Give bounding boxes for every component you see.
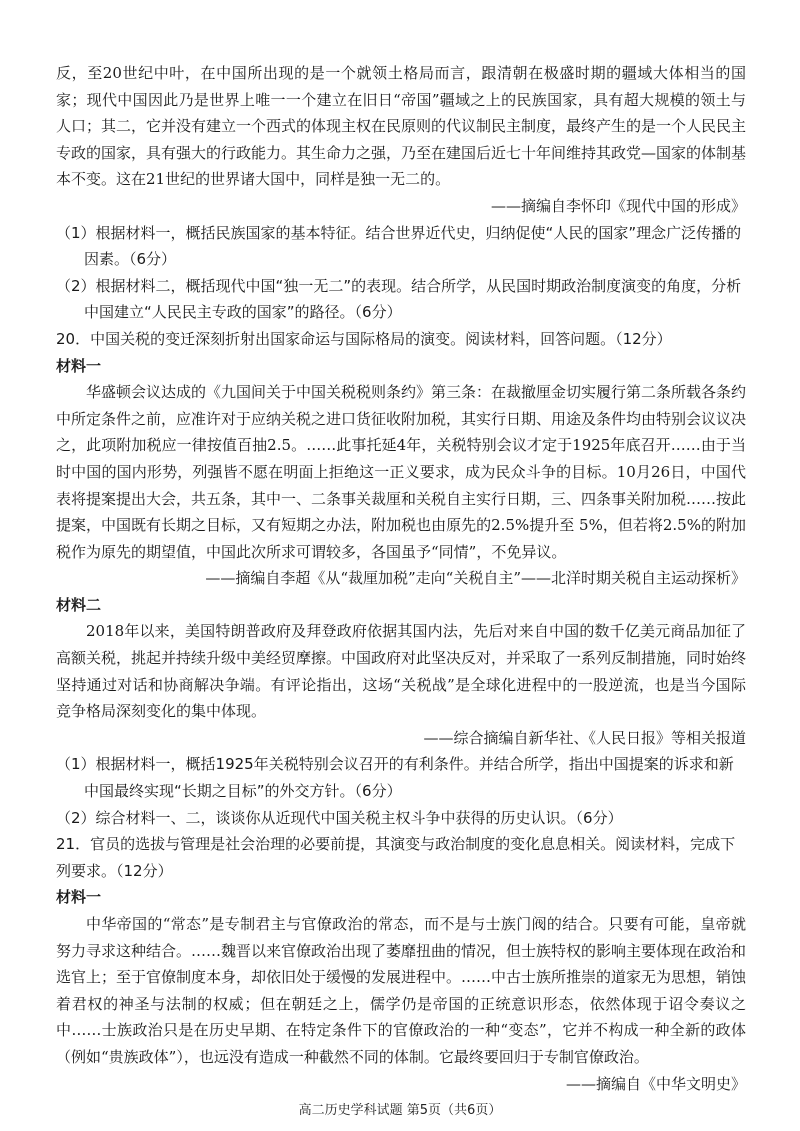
- q20-header: 20．中国关税的变迁深刻折射出国家命运与国际格局的演变。阅读材料，回答问题。（12分）: [56, 329, 672, 348]
- q20-material-2-source: ——综合摘编自新华社、《人民日报》等相关报道: [423, 728, 746, 747]
- q20-subquestion-1: （1）根据材料一，概括1925年关税特别会议召开的有利条件。并结合所学，指出中国提案的诉求和新中国最终实现“长期之目标”的外交方针。（6分）: [56, 755, 734, 801]
- q20-material-1-title: 材料一: [56, 356, 102, 375]
- q21-header: 21．官员的选拔与管理是社会治理的必要前提，其演变与政治制度的变化息息相关。阅读材料，完成下列要求。（12分）: [56, 835, 736, 880]
- q20-material-2-text: 2018年以来，美国特朗普政府及拜登政府依据其国内法，先后对来自中国的数千亿美元商品加征了高额关税，挑起并持续升级中美经贸摩擦。中国政府对此坚决反对，并采取了一系列反制措施，同时始终坚持通过对话和协商解决争端。有评论指出，这场“关税战”是全球化进程中的一股逆流，也是当今国际竞争格局深刻变化的集中体现。: [56, 622, 747, 721]
- q19-subquestion-1: （1）根据材料一，概括民族国家的基本特征。结合世界近代史，归纳促使“人民的国家”理念广泛传播的因素。（6分）: [56, 223, 742, 269]
- q19-material-paragraph: 反，至20世纪中叶，在中国所出现的是一个就领土格局而言，跟清朝在极盛时期的疆域大体相当的国家；现代中国因此乃是世界上唯一一个建立在旧日“帝国”疆域之上的民族国家，具有超大规模的领土与人口；其二，它并没有建立一个西式的体现主权在民原则的代议制民主制度，最终产生的是一个人民民主专政的国家，具有强大的行政能力。其生命力之强，乃至在建国后近七十年间维持其政党—国家的体制基本不变。这在21世纪的世界诸大国中，同样是独一无二的。: [56, 64, 747, 189]
- q21-material-1-text: 中华帝国的“常态”是专制君主与官僚政治的常态，而不是与士族门阀的结合。只要有可能，皇帝就努力寻求这种结合。……魏晋以来官僚政治出现了萎靡扭曲的情况，但士族特权的影响主要体现在政治和选官上；至于官僚制度本身，却依旧处于缓慢的发展进程中。……中古士族所推崇的道家无为思想，销蚀着君权的神圣与法制的权威；但在朝廷之上，儒学仍是帝国的正统意识形态，依然体现于诏令奏议之中……士族政治只是在历史早期、在特定条件下的官僚政治的一种“变态”，它并不构成一种全新的政体（例如“贵族政体”），也远没有造成一种截然不同的体制。它最终要回归于专制官僚政治。: [56, 915, 747, 1066]
- page-footer: 高二历史学科试题 第5页（共6页）: [298, 1103, 502, 1118]
- q19-subquestion-2: （2）根据材料二，概括现代中国“独一无二”的表现。结合所学，从民国时期政治制度演变的角度，分析中国建立“人民民主专政的国家”的路径。（6分）: [56, 276, 742, 322]
- q20-material-1-text: 华盛顿会议达成的《九国间关于中国关税税则条约》第三条：在裁撤厘金切实履行第二条所载各条约中所定条件之前，应准许对于应纳关税之进口货征收附加税，其实行日期、用途及条件均由特别会议议决之，此项附加税应一律按值百抽2.5。……此事托延4年，关税特别会议才定于1925年底召开……由于当时中国的国内形势，列强皆不愿在明面上拒绝这一正义要求，成为民众斗争的目标。10月26日，中国代表将提案提出大会，共五条，其中一、二条事关裁厘和关税自主实行日期，三、四条事关附加税……按此提案，中国既有长期之目标，又有短期之办法，附加税也由原先的2.5%提升至 5%，但若将2.5%的附加税作为原先的期望值，中国此次所求可谓较多，各国虽予“同情”，不免异议。: [56, 383, 747, 561]
- q21-material-1-source: ——摘编自《中华文明史》: [565, 1074, 746, 1093]
- exam-page: [56, 60, 746, 1097]
- q20-material-2-title: 材料二: [56, 595, 102, 614]
- q21-material-1-title: 材料一: [56, 888, 102, 907]
- q19-material-source: ——摘编自李怀印《现代中国的形成》: [490, 196, 746, 215]
- q20-material-1-source: ——摘编自李超《从“裁厘加税”走向“关税自主”——北洋时期关税自主运动探析》: [205, 569, 746, 588]
- q20-subquestion-2: （2）综合材料一、二，谈谈你从近现代中国关税主权斗争中获得的历史认识。（6分）: [56, 808, 623, 827]
